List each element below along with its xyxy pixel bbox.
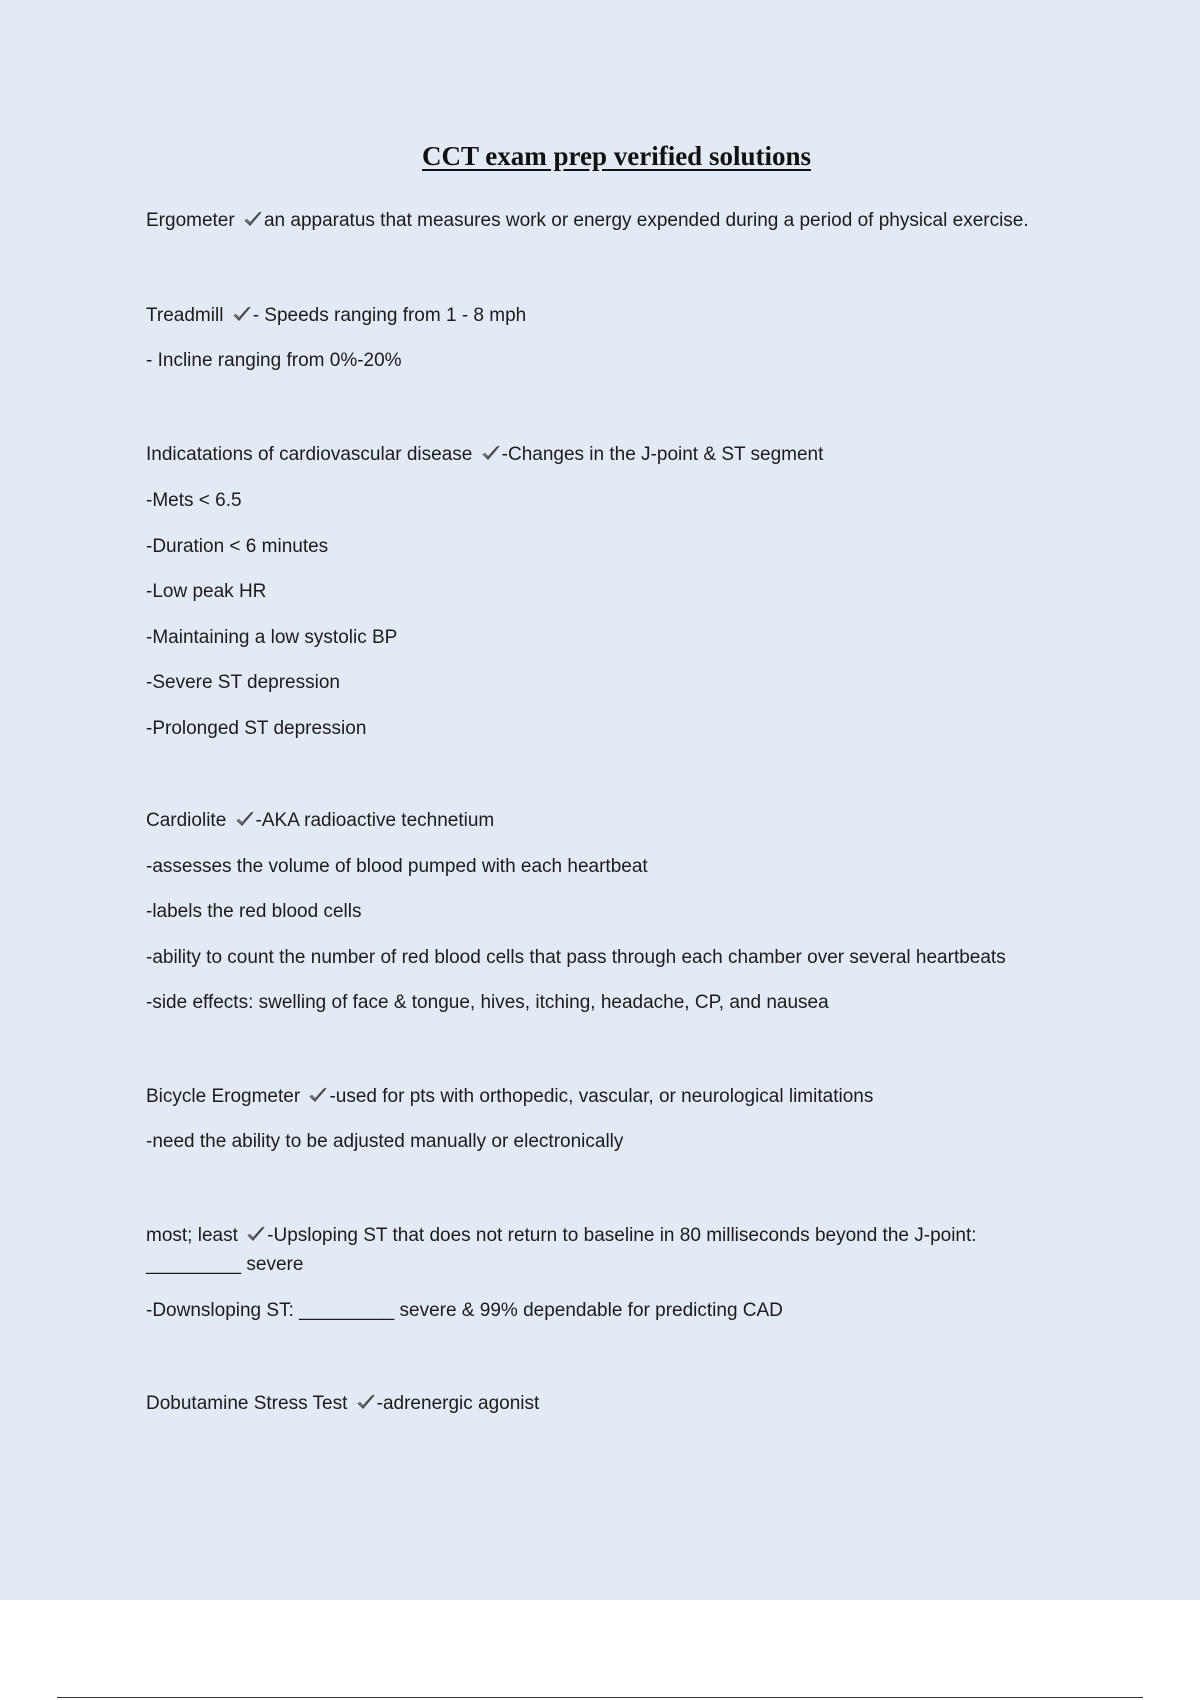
term-line-ergometer	[146, 209, 1029, 233]
definition-text: - Speeds ranging from 1 - 8 mph	[252, 305, 527, 326]
definition-text: an apparatus that measures work or energy expended during a period of physical exercise.	[263, 210, 1029, 231]
definition-line: - Incline ranging from 0%-20%	[146, 350, 402, 371]
definition-line: -Low peak HR	[146, 581, 267, 602]
term-label: Ergometer	[146, 210, 235, 231]
definition-text: -adrenergic agonist	[376, 1393, 540, 1414]
definition-line: -Maintaining a low systolic BP	[146, 627, 398, 648]
definition-text: -AKA radioactive technetium	[255, 810, 495, 831]
term-label: Bicycle Erogmeter	[146, 1086, 301, 1107]
definition-line: -Mets < 6.5	[146, 490, 242, 511]
definition-text: -Upsloping ST that does not return to baseline in 80 milliseconds beyond the J-point:	[267, 1225, 977, 1246]
definition-line: -Severe ST depression	[146, 672, 340, 693]
checkmark-icon	[246, 1225, 266, 1243]
definition-line: -Duration < 6 minutes	[146, 536, 329, 557]
checkmark-icon	[481, 444, 501, 462]
term-line-dobutamine-stress-test	[146, 1392, 539, 1416]
term-line-cardiolite	[146, 809, 494, 833]
definition-line: -Downsloping ST: _________ severe & 99% dependable for predicting CAD	[146, 1300, 783, 1321]
checkmark-icon	[232, 305, 252, 323]
definition-line: _________ severe	[146, 1254, 304, 1275]
term-line-bicycle-ergometer	[146, 1085, 873, 1109]
page-title: CCT exam prep verified solutions	[421, 141, 811, 171]
definition-line: -need the ability to be adjusted manually or electronically	[146, 1131, 624, 1152]
term-label: Dobutamine Stress Test	[146, 1393, 348, 1414]
definition-text: -Changes in the J-point & ST segment	[501, 444, 824, 465]
term-label: Indicatations of cardiovascular disease	[146, 444, 473, 465]
definition-text: -used for pts with orthopedic, vascular, or neurological limitations	[329, 1086, 874, 1107]
term-label: Cardiolite	[146, 810, 227, 831]
checkmark-icon	[243, 210, 263, 228]
term-line-treadmill	[146, 304, 526, 328]
term-label: most; least	[146, 1225, 238, 1246]
term-label: Treadmill	[146, 305, 224, 326]
definition-line: -assesses the volume of blood pumped with each heartbeat	[146, 856, 648, 877]
definition-line: -side effects: swelling of face & tongue, hives, itching, headache, CP, and nausea	[146, 992, 829, 1013]
definition-line: -ability to count the number of red blood cells that pass through each chamber over several heartbeats	[146, 947, 1006, 968]
term-line-most-least	[146, 1224, 977, 1248]
term-line-cardiovascular-disease	[146, 443, 823, 467]
definition-line: -Prolonged ST depression	[146, 718, 367, 739]
checkmark-icon	[356, 1393, 376, 1411]
checkmark-icon	[235, 810, 255, 828]
checkmark-icon	[308, 1086, 328, 1104]
definition-line: -labels the red blood cells	[146, 901, 362, 922]
footer-divider	[57, 1697, 1143, 1698]
